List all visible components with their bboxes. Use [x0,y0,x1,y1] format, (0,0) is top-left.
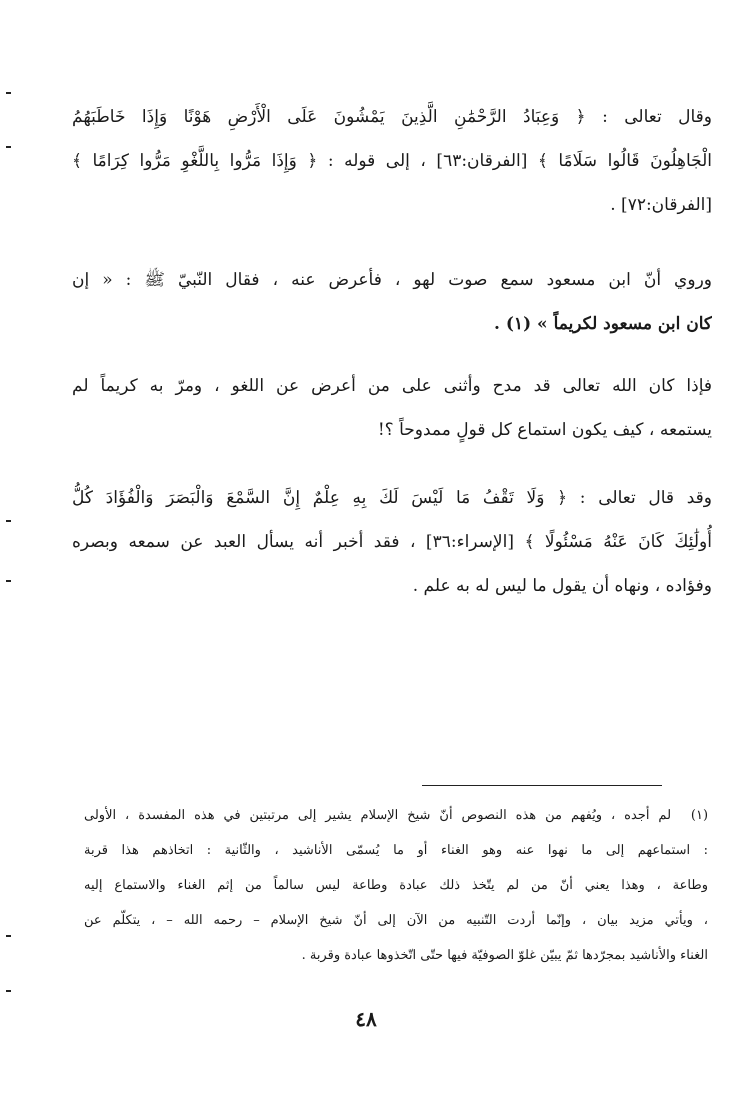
footnote-line: : استماعهم إلى ما نهوا عنه وهو الغناء أو ما يُسمّى الأناشيد ، والثّانية : اتخاذهم هذا قربة [84,843,708,858]
paragraph-quran-isra [72,476,712,608]
paragraph-quran-furqan [72,95,712,227]
margin-mark [6,580,11,582]
text-line: فإذا كان الله تعالى قد مدح وأثنى على من أعرض عن اللغو ، ومرّ به كريماً لم [72,376,712,396]
text-line: يستمعه ، كيف يكون استماع كل قولٍ ممدوحاً ؟! [377,420,712,440]
text-line: وفؤاده ، ونهاه أن يقول ما ليس له به علم . [412,576,712,596]
paragraph-ibn-masud [72,258,712,346]
footnote-separator [422,785,662,786]
footnote-line: ، ويأتي مزيد بيان ، وإنّما أردت التّنبيه من الآن إلى أنّ شيخ الإسلام – رحمه الله – ، يتكلّم عن [84,913,708,928]
margin-mark [6,92,11,94]
text-line: أُولَٰئِكَ كَانَ عَنْهُ مَسْئُولًا ﴾ [الإسراء:٣٦] ، فقد أخبر أنه يسأل العبد عن سمعه وبصره [72,532,712,552]
text-line: وروي أنّ ابن مسعود سمع صوت لهو ، فأعرض عنه ، فقال النّبيّ ﷺ : « إن [72,270,712,290]
margin-mark [6,146,11,148]
footnote-line [84,798,708,833]
text-line: الْجَاهِلُونَ قَالُوا سَلَامًا ﴾ [الفرقان:٦٣] ، إلى قوله : ﴿ وَإِذَا مَرُّوا بِاللَّغْوِ مَرُّوا كِرَامًا ﴾ [72,151,712,171]
footnote [84,798,708,973]
footnote-line: وطاعة ، وهذا يعني أنّ من لم يتّخذ ذلك عبادة وطاعة ليس سالماً من إثم الغناء والاستماع إليه [84,878,708,893]
margin-mark [6,990,11,992]
footnote-line: الغناء والأناشيد بمجرّدها ثمّ يبيّن غلوّ الصوفيّة فيها حتّى اتّخذوها عبادة وقربة . [301,948,708,963]
text-line: وقد قال تعالى : ﴿ وَلَا تَقْفُ مَا لَيْسَ لَكَ بِهِ عِلْمٌ إِنَّ السَّمْعَ وَالْبَصَرَ وَالْفُؤَادَ كُلُّ [72,488,712,508]
footnote-text: لم أجده ، ويُفهم من هذه النصوص أنّ شيخ الإسلام يشير إلى مرتبتين في هذه المفسدة ، الأولى [84,808,672,823]
text-line: كان ابن مسعود لكريماً » (١) . [494,314,712,334]
margin-mark [6,935,11,937]
footnote-number: (١) [690,808,708,823]
page-number: ٤٨ [355,1007,377,1031]
text-line: وقال تعالى : ﴿ وَعِبَادُ الرَّحْمَٰنِ الَّذِينَ يَمْشُونَ عَلَى الْأَرْضِ هَوْنًا وَإِذَا خَاطَبَهُمُ [72,107,712,127]
text-line: [الفرقان:٧٢] . [610,195,712,215]
paragraph-praise-turning-away [72,364,712,452]
margin-mark [6,520,11,522]
